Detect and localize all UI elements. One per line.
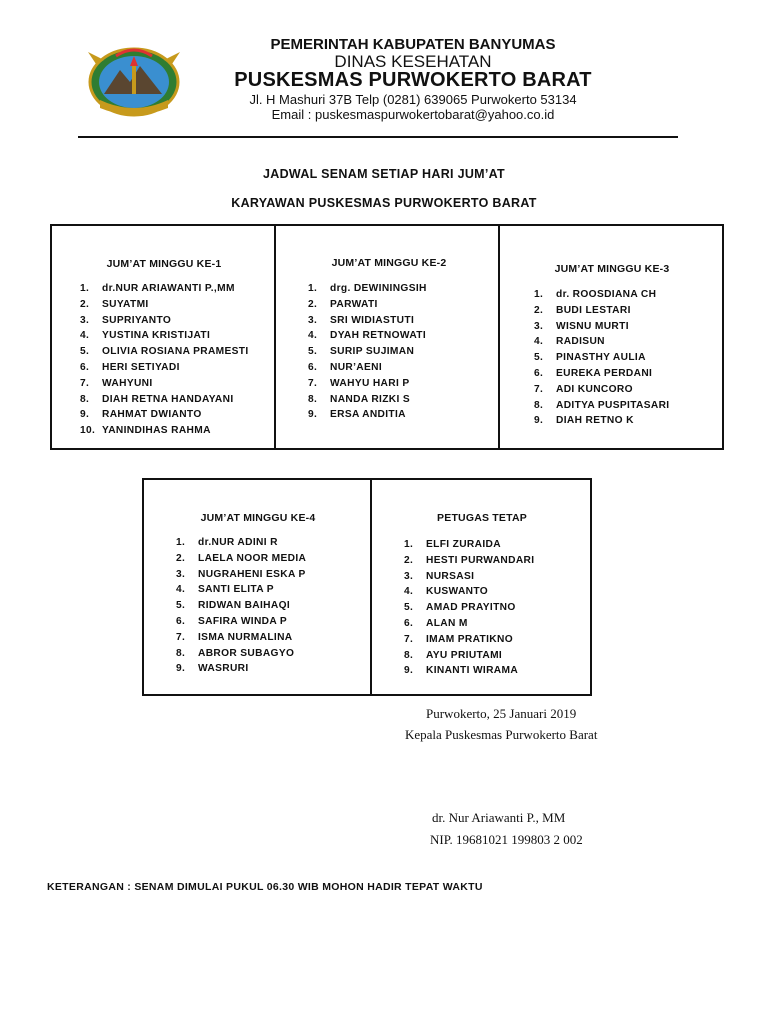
- week4-cell: [144, 480, 372, 694]
- list-item: [80, 407, 249, 423]
- list-item: [534, 303, 669, 319]
- list-item-name: NUR’AENI: [330, 361, 383, 373]
- list-item-number: 6.: [176, 615, 186, 627]
- list-item: [534, 319, 669, 335]
- week4-title: JUM’AT MINGGU KE-4: [200, 512, 316, 524]
- list-item-name: SRI WIDIASTUTI: [330, 314, 415, 326]
- list-item-name: ADITYA PUSPITASARI: [556, 399, 670, 411]
- list-item-number: 9.: [176, 663, 186, 675]
- list-item-name: WASRURI: [198, 663, 249, 675]
- list-item-number: 1.: [404, 539, 414, 550]
- list-item-name: HERI SETIYADI: [102, 361, 180, 373]
- email: Email : puskesmaspurwokertobarat@yahoo.co.id: [271, 107, 555, 122]
- list-item: [80, 328, 249, 344]
- list-item: [176, 598, 306, 614]
- list-item: [80, 376, 249, 392]
- list-item-name: OLIVIA ROSIANA PRAMESTI: [102, 346, 249, 358]
- list-item: [308, 376, 427, 392]
- list-item-number: 9.: [404, 665, 414, 677]
- permanent-cell: [370, 480, 590, 694]
- list-item-name: AMAD PRAYITNO: [426, 602, 516, 614]
- list-item-number: 8.: [80, 393, 90, 405]
- signature-name: dr. Nur Ariawanti P., MM: [432, 810, 566, 825]
- list-item-number: 6.: [404, 617, 414, 629]
- list-item-number: 6.: [80, 361, 90, 373]
- list-item-name: SAFIRA WINDA P: [198, 615, 288, 627]
- list-item-name: IMAM PRATIKNO: [426, 633, 513, 645]
- list-item: [534, 398, 669, 414]
- footnote: KETERANGAN : SENAM DIMULAI PUKUL 06.30 WIB MOHON HADIR TEPAT WAKTU: [47, 881, 483, 893]
- list-item-name: PARWATI: [330, 298, 378, 310]
- list-item: [308, 407, 427, 423]
- list-item-number: 8.: [176, 647, 186, 659]
- list-item-name: BUDI LESTARI: [556, 304, 631, 316]
- list-item-number: 8.: [404, 649, 414, 661]
- department-name: DINAS KESEHATAN: [334, 52, 492, 71]
- list-item-name: NUGRAHENI ESKA P: [198, 568, 306, 580]
- list-item: [308, 392, 427, 408]
- list-item: [404, 584, 534, 600]
- list-item-number: 5.: [80, 346, 90, 358]
- list-item-name: PINASTHY AULIA: [556, 352, 646, 364]
- signature-place-date: Purwokerto, 25 Januari 2019: [426, 706, 577, 721]
- permanent-list: [404, 537, 534, 679]
- list-item-name: RIDWAN BAIHAQI: [198, 600, 291, 612]
- list-item-name: DYAH RETNOWATI: [330, 330, 427, 342]
- list-item: [80, 360, 249, 376]
- list-item: [80, 297, 249, 313]
- document-title: JADWAL SENAM SETIAP HARI JUM’AT: [263, 167, 505, 181]
- list-item-name: drg. DEWININGSIH: [330, 283, 427, 294]
- list-item-name: DIAH RETNO K: [556, 415, 634, 427]
- list-item: [308, 328, 427, 344]
- list-item-number: 9.: [534, 415, 544, 427]
- list-item: [176, 551, 306, 567]
- list-item-name: WAHYUNI: [102, 377, 153, 389]
- list-item-number: 3.: [534, 320, 544, 332]
- list-item-number: 5.: [534, 352, 544, 364]
- list-item-name: HESTI PURWANDARI: [426, 554, 535, 566]
- list-item: [404, 569, 534, 585]
- list-item-name: NANDA RIZKI S: [330, 393, 411, 405]
- week4-list: [176, 535, 306, 677]
- list-item-number: 9.: [308, 409, 318, 421]
- list-item: [80, 344, 249, 360]
- week3-title: JUM’AT MINGGU KE-3: [554, 263, 670, 275]
- list-item: [176, 630, 306, 646]
- list-item: [534, 366, 669, 382]
- list-item-number: 6.: [534, 367, 544, 379]
- list-item-number: 7.: [404, 633, 414, 645]
- list-item: [176, 567, 306, 583]
- list-item-number: 8.: [534, 399, 544, 411]
- list-item-name: NURSASI: [426, 570, 475, 582]
- list-item: [308, 281, 427, 297]
- list-item-name: SUPRIYANTO: [102, 314, 172, 326]
- list-item-name: YUSTINA KRISTIJATI: [102, 330, 211, 342]
- week1-list: [80, 281, 249, 439]
- list-item-number: 5.: [404, 602, 414, 614]
- schedule-table-bottom: [142, 478, 592, 696]
- list-item-name: KUSWANTO: [426, 586, 489, 598]
- list-item-name: ALAN M: [426, 617, 468, 629]
- list-item: [308, 297, 427, 313]
- list-item-number: 2.: [534, 304, 544, 316]
- list-item: [176, 582, 306, 598]
- list-item-name: SANTI ELITA P: [198, 584, 274, 596]
- week3-cell: [498, 226, 722, 448]
- list-item: [404, 600, 534, 616]
- list-item-number: 7.: [534, 383, 544, 395]
- list-item: [534, 350, 669, 366]
- list-item-number: 7.: [176, 631, 186, 643]
- week1-cell: [52, 226, 276, 448]
- list-item: [176, 614, 306, 630]
- list-item: [308, 360, 427, 376]
- list-item-name: RAHMAT DWIANTO: [102, 409, 202, 421]
- list-item: [534, 413, 669, 429]
- list-item-number: 1.: [176, 537, 186, 548]
- week1-title: JUM’AT MINGGU KE-1: [106, 258, 222, 270]
- list-item-number: 5.: [308, 346, 318, 358]
- document-subtitle: KARYAWAN PUSKESMAS PURWOKERTO BARAT: [231, 196, 537, 210]
- list-item-name: SURIP SUJIMAN: [330, 346, 415, 358]
- week2-title: JUM’AT MINGGU KE-2: [331, 257, 447, 269]
- list-item-number: 4.: [404, 586, 414, 598]
- list-item: [176, 646, 306, 662]
- list-item-number: 3.: [404, 570, 414, 582]
- list-item: [404, 616, 534, 632]
- list-item-number: 10.: [80, 425, 96, 437]
- list-item-name: ABROR SUBAGYO: [198, 647, 295, 659]
- list-item-number: 3.: [308, 314, 318, 326]
- list-item-name: DIAH RETNA HANDAYANI: [102, 393, 234, 405]
- list-item-number: 7.: [308, 377, 318, 389]
- list-item-name: AYU PRIUTAMI: [426, 649, 503, 661]
- list-item-number: 1.: [534, 289, 544, 300]
- list-item: [534, 382, 669, 398]
- list-item-number: 6.: [308, 361, 318, 373]
- list-item-number: 3.: [176, 568, 186, 580]
- list-item-name: ELFI ZURAIDA: [426, 539, 501, 550]
- list-item-number: 2.: [308, 298, 318, 310]
- week2-cell: [274, 226, 500, 448]
- list-item-name: dr. ROOSDIANA CH: [556, 289, 657, 300]
- list-item: [534, 334, 669, 350]
- institution-name: PUSKESMAS PURWOKERTO BARAT: [234, 69, 592, 91]
- schedule-table-top: [50, 224, 724, 450]
- signature-nip: NIP. 19681021 199803 2 002: [430, 832, 583, 847]
- list-item-number: 8.: [308, 393, 318, 405]
- list-item: [308, 313, 427, 329]
- list-item-name: EUREKA PERDANI: [556, 367, 653, 379]
- list-item: [404, 648, 534, 664]
- list-item-number: 2.: [80, 298, 90, 310]
- address: Jl. H Mashuri 37B Telp (0281) 639065 Purwokerto 53134: [249, 92, 577, 107]
- signature-position: Kepala Puskesmas Purwokerto Barat: [405, 727, 598, 742]
- letterhead-divider: [78, 136, 678, 138]
- list-item: [404, 553, 534, 569]
- list-item-number: 9.: [80, 409, 90, 421]
- list-item-name: SUYATMI: [102, 298, 149, 310]
- list-item-number: 4.: [80, 330, 90, 342]
- list-item-name: WAHYU HARI P: [330, 377, 410, 389]
- permanent-title: PETUGAS TETAP: [437, 512, 527, 524]
- list-item-number: 1.: [308, 283, 318, 294]
- week2-list: [308, 281, 427, 423]
- list-item-name: LAELA NOOR MEDIA: [198, 552, 307, 564]
- list-item: [308, 344, 427, 360]
- list-item-name: RADISUN: [556, 336, 605, 348]
- list-item: [80, 423, 249, 439]
- list-item: [176, 661, 306, 677]
- government-name: PEMERINTAH KABUPATEN BANYUMAS: [270, 36, 556, 53]
- list-item-name: YANINDIHAS RAHMA: [102, 425, 211, 437]
- list-item-number: 4.: [534, 336, 544, 348]
- list-item-number: 5.: [176, 600, 186, 612]
- list-item: [404, 537, 534, 553]
- list-item: [176, 535, 306, 551]
- list-item-number: 4.: [176, 584, 186, 596]
- week3-list: [534, 287, 669, 429]
- list-item-name: dr.NUR ARIAWANTI P.,MM: [102, 283, 235, 294]
- list-item-number: 7.: [80, 377, 90, 389]
- list-item-number: 1.: [80, 283, 90, 294]
- list-item: [80, 313, 249, 329]
- list-item-name: ERSA ANDITIA: [330, 409, 406, 421]
- list-item-number: 4.: [308, 330, 318, 342]
- list-item-name: WISNU MURTI: [556, 320, 629, 332]
- list-item-name: ADI KUNCORO: [556, 383, 633, 395]
- list-item: [80, 392, 249, 408]
- list-item: [404, 663, 534, 679]
- list-item: [80, 281, 249, 297]
- list-item-number: 2.: [404, 554, 414, 566]
- list-item: [534, 287, 669, 303]
- list-item-name: KINANTI WIRAMA: [426, 665, 519, 677]
- list-item-number: 3.: [80, 314, 90, 326]
- list-item-number: 2.: [176, 552, 186, 564]
- list-item-name: dr.NUR ADINI R: [198, 537, 278, 548]
- list-item-name: ISMA NURMALINA: [198, 631, 293, 643]
- list-item: [404, 632, 534, 648]
